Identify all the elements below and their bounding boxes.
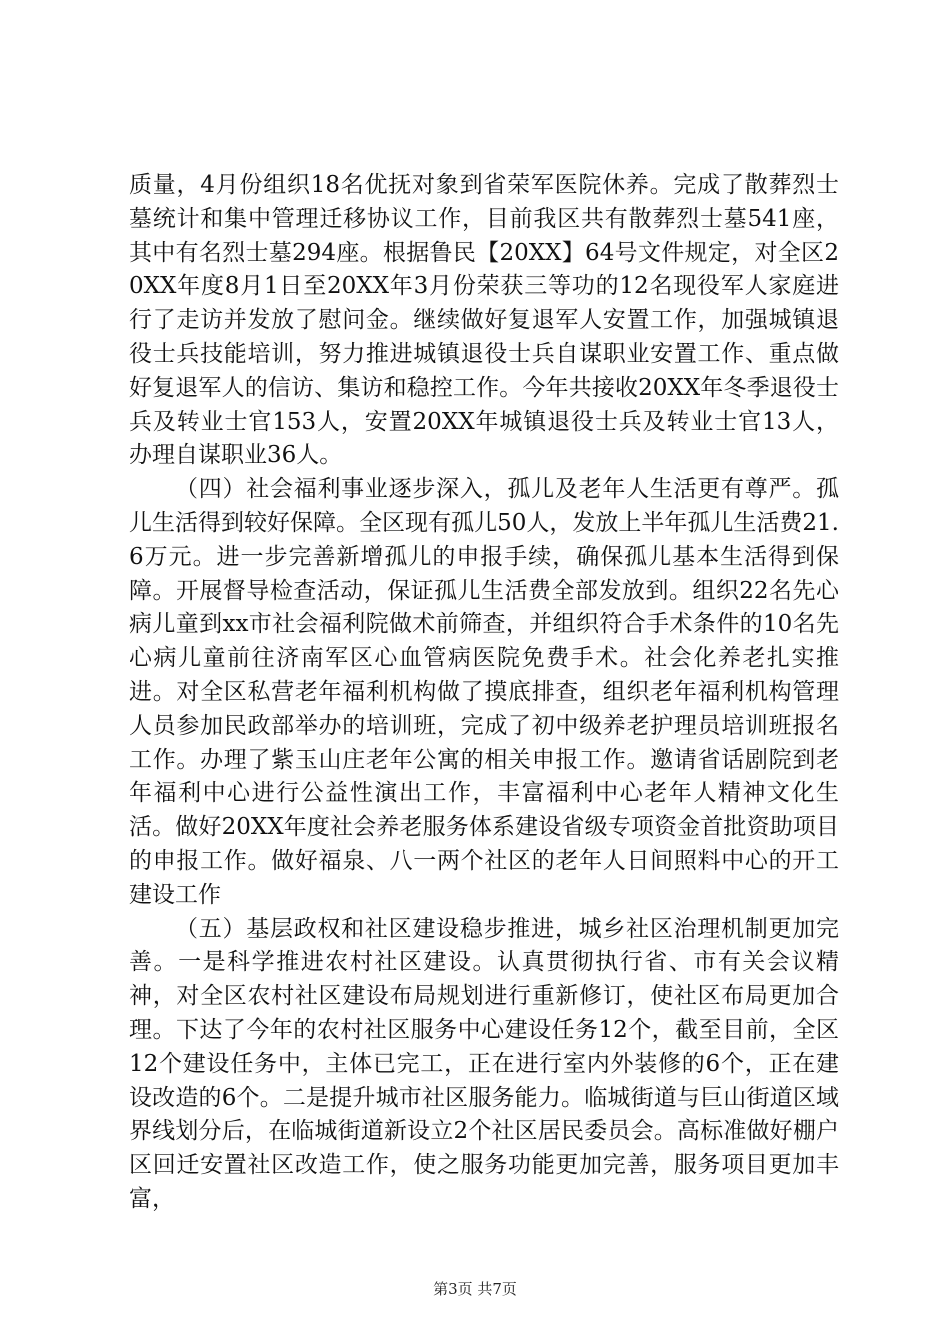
page-number-footer: 第3页 共7页 — [433, 1280, 517, 1298]
document-body — [129, 169, 839, 1217]
paragraph-section-five: （五）基层政权和社区建设稳步推进，城乡社区治理机制更加完善。一是科学推进农村社区建设。认真贯彻执行省、市有关会议精神，对全区农村社区建设布局规划进行重新修订，使社区布局更加合理。下达了今年的农村社区服务中心建设任务12个，截至目前，全区12个建设任务中，主体已完工，正在进行室内外装修的6个，正在建设改造的6个。二是提升城市社区服务能力。临城街道与巨山街道区域界线划分后，在临城街道新设立2个社区居民委员会。高标准做好棚户区回迁安置社区改造工作，使之服务功能更加完善，服务项目更加丰富， — [129, 915, 839, 1212]
paragraph-section-four: （四）社会福利事业逐步深入，孤儿及老年人生活更有尊严。孤儿生活得到较好保障。全区现有孤儿50人，发放上半年孤儿生活费21.6万元。进一步完善新增孤儿的申报手续，确保孤儿基本生活得到保障。开展督导检查活动，保证孤儿生活费全部发放到。组织22名先心病儿童到xx市社会福利院做术前筛查，并组织符合手术条件的10名先心病儿童前往济南军区心血管病医院免费手术。社会化养老扎实推进。对全区私营老年福利机构做了摸底排查，组织老年福利机构管理人员参加民政部举办的培训班，完成了初中级养老护理员培训班报名工作。办理了紫玉山庄老年公寓的相关申报工作。邀请省话剧院到老年福利中心进行公益性演出工作，丰富福利中心老年人精神文化生活。做好20XX年度社会养老服务体系建设省级专项资金首批资助项目的申报工作。做好福泉、八一两个社区的老年人日间照料中心的开工建设工作 — [129, 476, 839, 908]
paragraph-continued: 质量，4月份组织18名优抚对象到省荣军医院休养。完成了散葬烈士墓统计和集中管理迁移协议工作，目前我区共有散葬烈士墓541座，其中有名烈士墓294座。根据鲁民【20XX】64号文件规定，对全区20XX年度8月1日至20XX年3月份荣获三等功的12名现役军人家庭进行了走访并发放了慰问金。继续做好复退军人安置工作，加强城镇退役士兵技能培训，努力推进城镇退役士兵自谋职业安置工作、重点做好复退军人的信访、集访和稳控工作。今年共接收20XX年冬季退役士兵及转业士官153人，安置20XX年城镇退役士兵及转业士官13人，办理自谋职业36人。 — [129, 172, 839, 469]
